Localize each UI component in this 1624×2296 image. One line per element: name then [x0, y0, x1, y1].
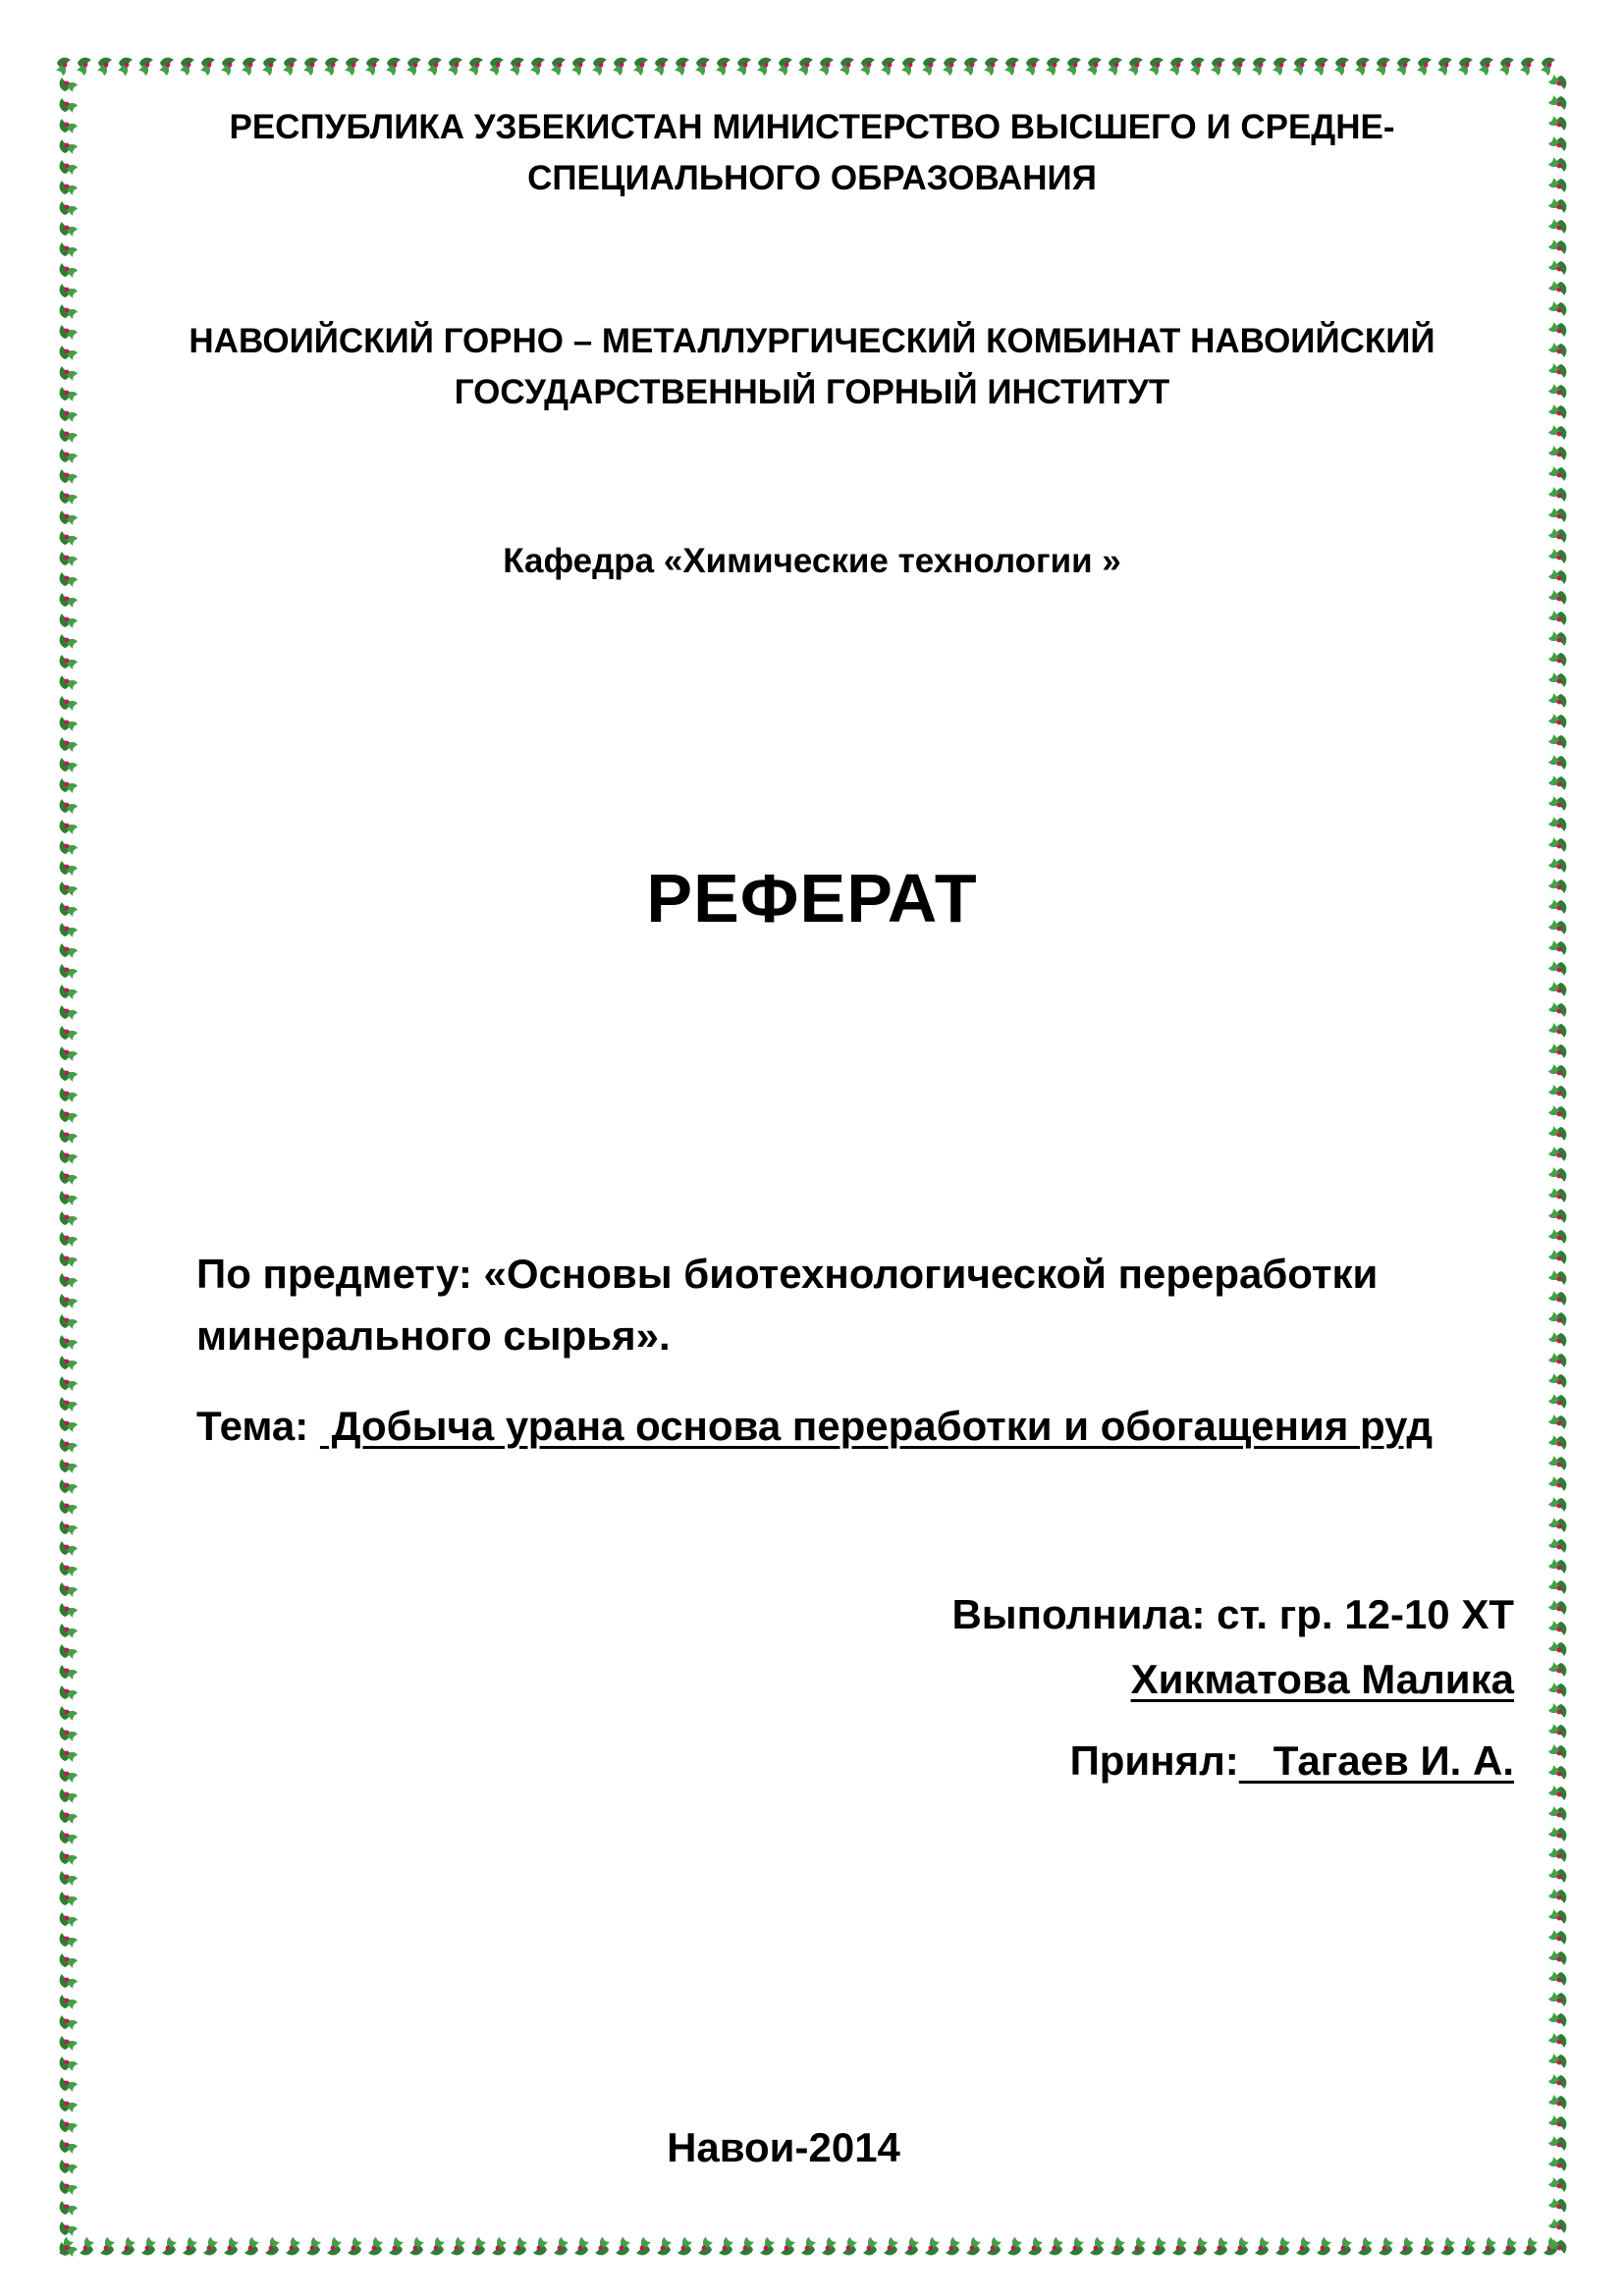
accepted-by-line: [1070, 1734, 1514, 1789]
ministry-line-1: РЕСПУБЛИКА УЗБЕКИСТАН МИНИСТЕРСТВО ВЫСШЕГО И СРЕДНЕ-: [229, 108, 1395, 146]
city-year: Навои-2014: [667, 2124, 900, 2170]
topic-line: [196, 1399, 1433, 1454]
department-name: Кафедра «Химические технологии »: [503, 542, 1121, 580]
accepted-label: Принял:: [1069, 1737, 1239, 1784]
ministry-line-2: СПЕЦИАЛЬНОГО ОБРАЗОВАНИЯ: [527, 159, 1097, 197]
accepted-value: Тагаев И. А.: [1238, 1737, 1514, 1784]
subject-line-2: минерального сырья».: [196, 1312, 671, 1359]
topic-label: Тема:: [196, 1403, 320, 1449]
student-name: Хикматова Малика: [1130, 1656, 1514, 1702]
subject-line-1: По предмету: «Основы биотехнологической переработки: [196, 1251, 1379, 1297]
document-type-heading: РЕФЕРАТ: [646, 860, 978, 936]
topic-value: Добыча урана основа переработки и обогащения руд: [319, 1403, 1434, 1449]
performed-by-line: Выполнила: ст. гр. 12-10 ХТ: [951, 1591, 1514, 1637]
institute-line-2: ГОСУДАРСТВЕННЫЙ ГОРНЫЙ ИНСТИТУТ: [454, 373, 1170, 411]
institute-line-1: НАВОИЙСКИЙ ГОРНО – МЕТАЛЛУРГИЧЕСКИЙ КОМБИНАТ НАВОИЙСКИЙ: [189, 322, 1435, 360]
